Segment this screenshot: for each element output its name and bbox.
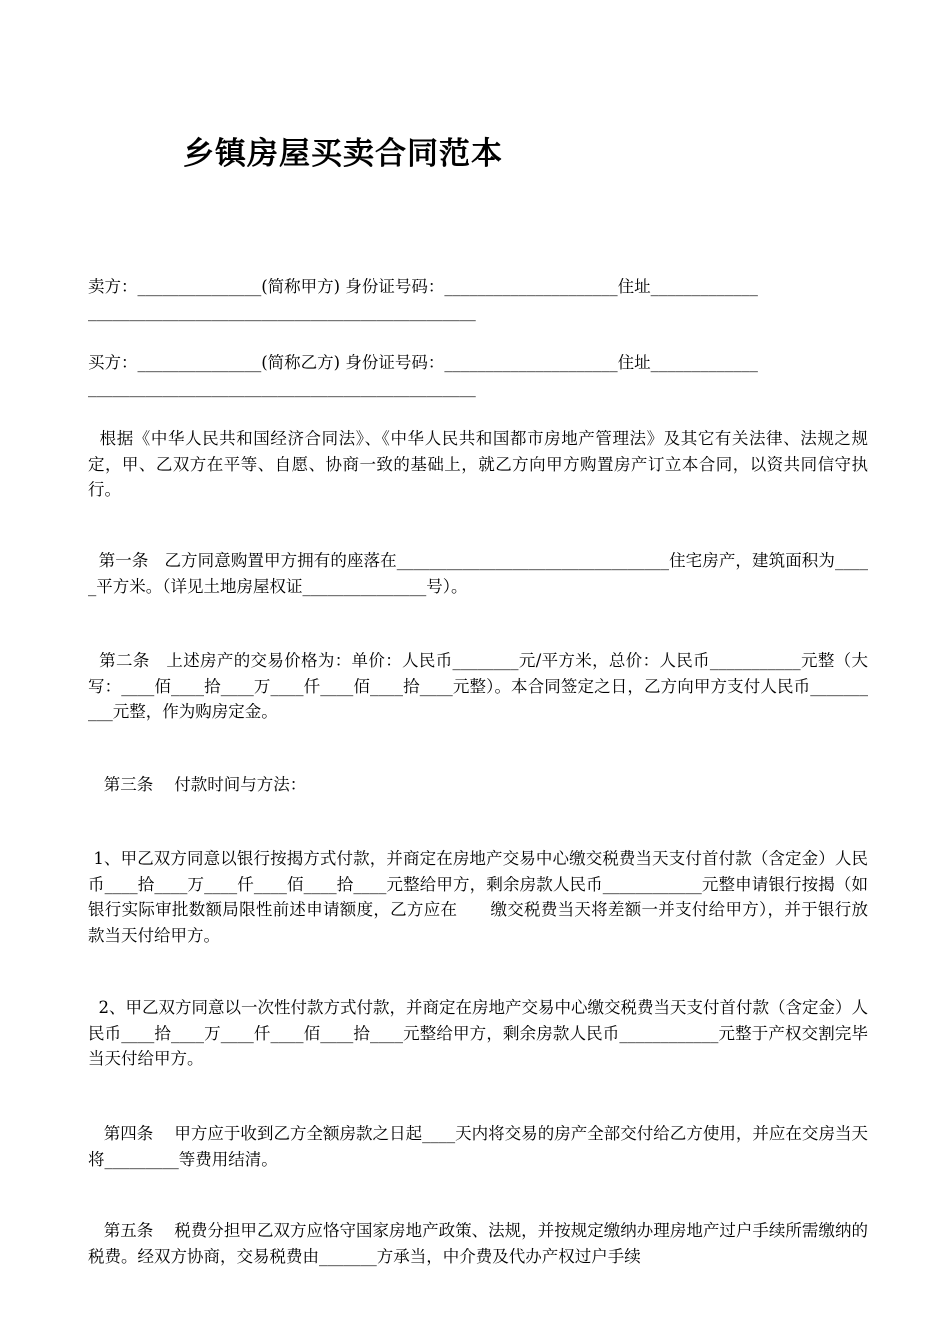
intro-paragraph: 根据《中华人民共和国经济合同法》、《中华人民共和国都市房地产管理法》及其它有关法律、法规之规定，甲、乙双方在平等、自愿、协商一致的基础上，就乙方向甲方购置房产订立本合同，以资共同信守执行。	[88, 429, 868, 500]
article-1: 第一条 乙方同意购置甲方拥有的座落在_________________________________住宅房产，建筑面积为_____平方米。（详见土地房屋权证_______________号）。	[88, 551, 868, 596]
payment-clause-2: 2、甲乙双方同意以一次性付款方式付款，并商定在房地产交易中心缴交税费当天支付首付款（含定金）人民币____拾____万____仟____佰____拾____元整给甲方，剩余房款人民币____________元整于产权交割完毕当天付给甲方。	[88, 998, 868, 1069]
article-4: 第四条 甲方应于收到乙方全额房款之日起____天内将交易的房产全部交付给乙方使用，并应在交房当天将_________等费用结清。	[88, 1124, 868, 1169]
seller-line-continued: _______________________________________________	[88, 302, 476, 321]
buyer-line-continued: _______________________________________________	[88, 378, 476, 397]
article-3: 第三条 付款时间与方法：	[88, 775, 307, 794]
payment-clause-1: 1、甲乙双方同意以银行按揭方式付款，并商定在房地产交易中心缴交税费当天支付首付款（含定金）人民币____拾____万____仟____佰____拾____元整给甲方，剩余房款人民币____________元整申请银行按揭（如银行实际审批数额局限性前述申请额度，乙方应在 缴交税费当天将差额一并支付给甲方），并于银行放款当天付给甲方。	[88, 849, 868, 945]
article-5: 第五条 税费分担甲乙双方应恪守国家房地产政策、法规，并按规定缴纳办理房地产过户手续所需缴纳的税费。经双方协商，交易税费由_______方承当，中介费及代办产权过户手续	[88, 1221, 868, 1266]
seller-line: 卖方：_______________(简称甲方) 身份证号码：_____________________住址_____________	[88, 277, 758, 296]
article-2: 第二条 上述房产的交易价格为：单价：人民币________元/平方米，总价：人民币___________元整（大写：____佰____拾____万____仟____佰____拾____元整）。本合同签定之日，乙方向甲方支付人民币__________元整，作为购房定金。	[88, 651, 868, 722]
buyer-line: 买方：_______________(简称乙方) 身份证号码：_____________________住址_____________	[88, 353, 758, 372]
document-title: 乡镇房屋买卖合同范本	[183, 136, 503, 172]
